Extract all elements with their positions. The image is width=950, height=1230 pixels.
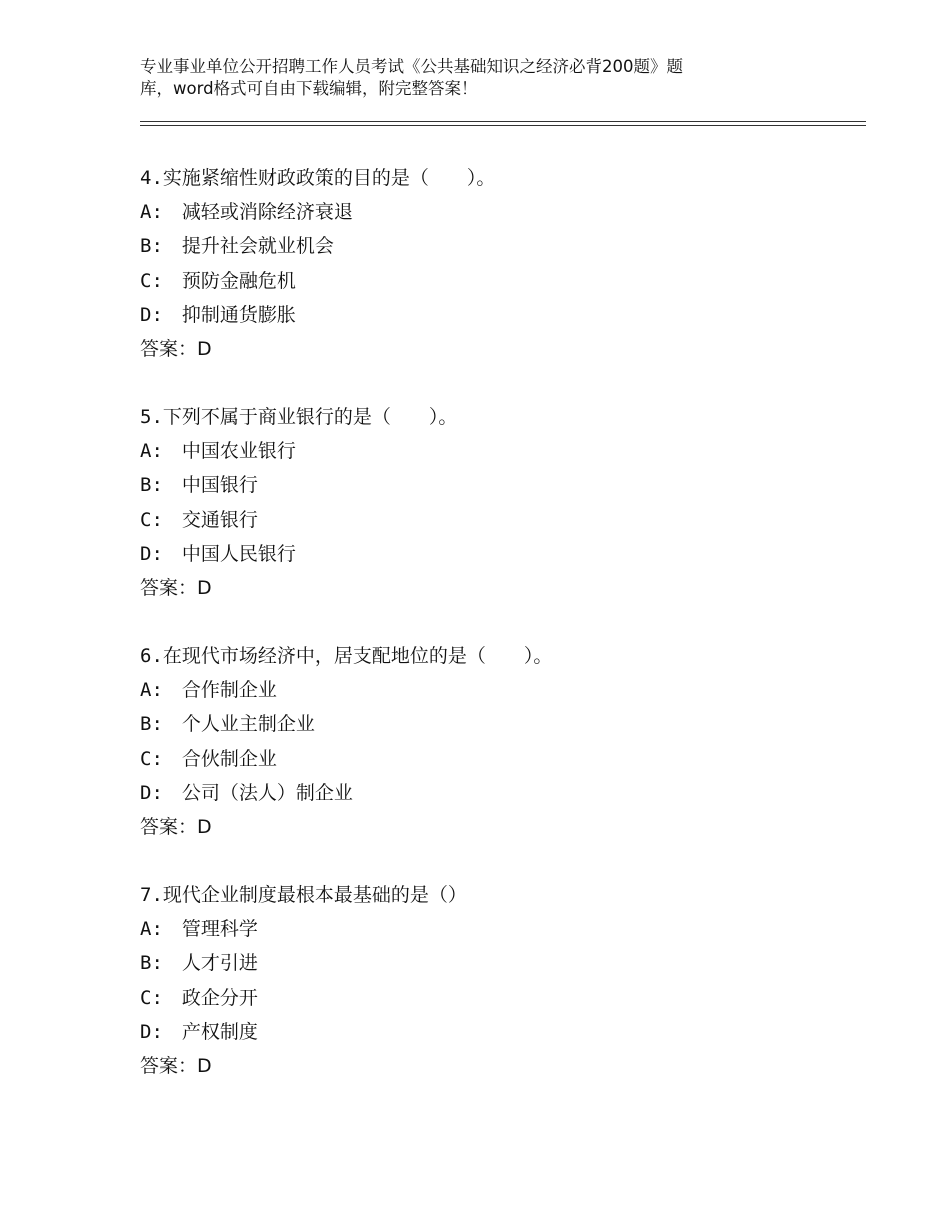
question-stem: 6.在现代市场经济中，居支配地位的是（ ）。 (140, 645, 553, 667)
header-title-line-1: 专业事业单位公开招聘工作人员考试《公共基础知识之经济必背200题》题 (140, 57, 683, 76)
option-c: C: 政企分开 (140, 986, 258, 1009)
header-divider-top (140, 121, 866, 122)
question-stem: 4.实施紧缩性财政政策的目的是（ ）。 (140, 167, 496, 189)
answer-line: 答案：D (140, 1054, 212, 1077)
answer-line: 答案：D (140, 576, 212, 599)
option-a: A: 合作制企业 (140, 679, 277, 702)
option-d: D: 中国人民银行 (140, 542, 296, 565)
header-title-line-2: 库，word格式可自由下载编辑，附完整答案！ (140, 79, 478, 98)
option-d: D: 产权制度 (140, 1020, 258, 1043)
option-b: B: 提升社会就业机会 (140, 235, 334, 258)
option-d: D: 公司（法人）制企业 (140, 781, 353, 804)
answer-line: 答案：D (140, 815, 212, 838)
answer-line: 答案：D (140, 337, 212, 360)
question-block-5 (140, 400, 860, 605)
option-d: D: 抑制通货膨胀 (140, 303, 296, 326)
option-b: B: 中国银行 (140, 474, 258, 497)
option-a: A: 减轻或消除经济衰退 (140, 201, 353, 224)
question-stem: 5.下列不属于商业银行的是（ ）。 (140, 406, 458, 428)
question-block-6 (140, 639, 860, 844)
header-divider-bottom (140, 125, 866, 126)
option-b: B: 人才引进 (140, 952, 258, 975)
option-c: C: 预防金融危机 (140, 269, 296, 292)
question-block-4 (140, 161, 860, 366)
option-b: B: 个人业主制企业 (140, 713, 315, 736)
question-stem: 7.现代企业制度最根本最基础的是（） (140, 884, 467, 906)
question-block-7 (140, 878, 860, 1083)
option-a: A: 管理科学 (140, 918, 258, 941)
option-c: C: 交通银行 (140, 508, 258, 531)
option-a: A: 中国农业银行 (140, 440, 296, 463)
option-c: C: 合伙制企业 (140, 747, 277, 770)
document-header (140, 56, 780, 100)
